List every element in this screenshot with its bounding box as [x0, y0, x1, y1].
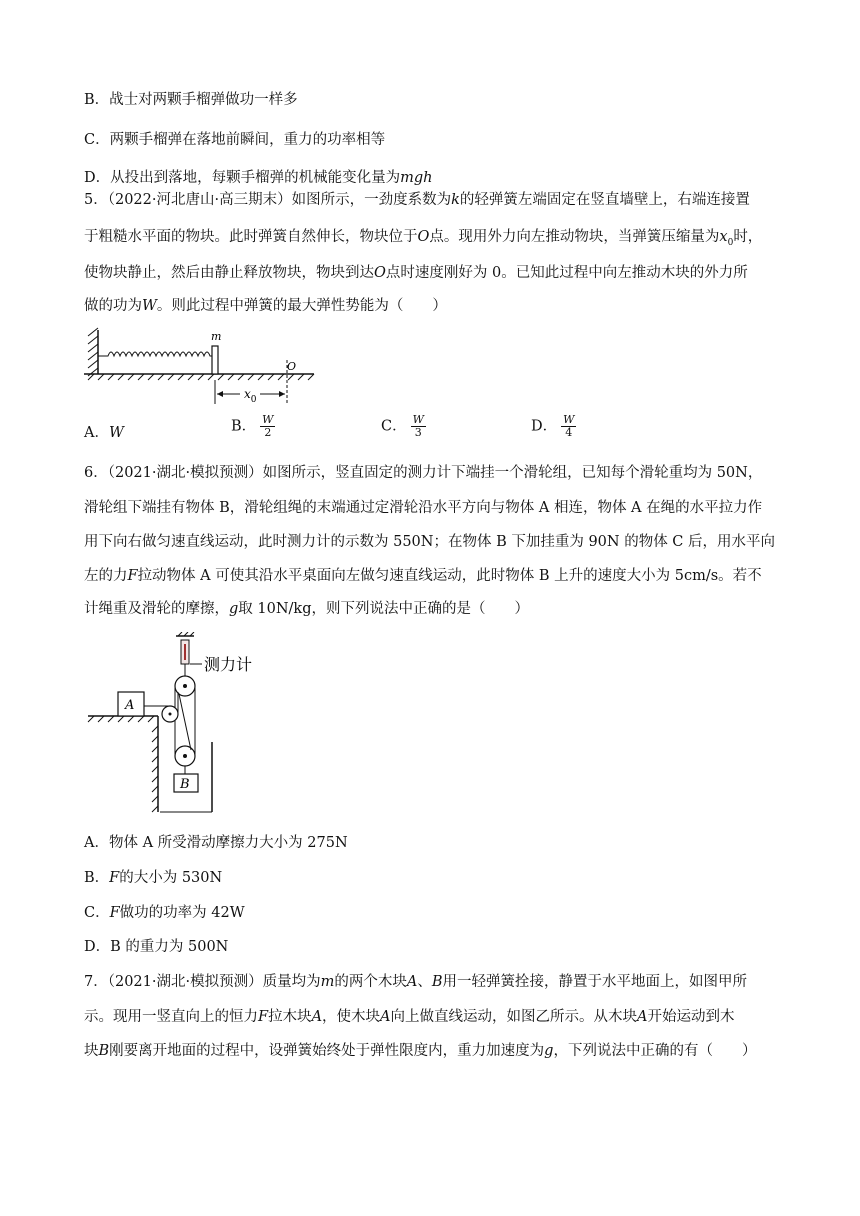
q7-stem-line1: 7．（2021·湖北·模拟预测）质量均为m的两个木块A、B用一轻弹簧拴接，静置于水平地面上，如图甲所: [84, 974, 747, 990]
q5-option-b: B． $\frac{W}{2}$: [231, 413, 274, 439]
q6-fig-block-a: A: [125, 698, 135, 713]
q5-option-d: D． $\frac{W}{4}$: [531, 413, 575, 439]
q6-option-b: B．F的大小为 530N: [84, 870, 223, 886]
q6-stem-line5: 计绳重及滑轮的摩擦，g取 10N/kg，则下列说法中正确的是（ ）: [84, 601, 529, 617]
q6-pulley-figure: [84, 632, 284, 814]
q6-stem-line1: 6．（2021·湖北·模拟预测）如图所示，竖直固定的测力计下端挂一个滑轮组，已知每个滑轮重均为 50N，: [84, 465, 763, 481]
q6-fig-block-b: B: [180, 777, 190, 792]
q5-fig-mass-label: m: [211, 330, 222, 343]
q6-stem-line2: 滑轮组下端挂有物体 B，滑轮组绳的末端通过定滑轮沿水平方向与物体 A 相连，物体 A 在绳的水平拉力作: [84, 500, 763, 516]
q6-stem-line3: 用下向右做匀速直线运动，此时测力计的示数为 550N；在物体 B 下加挂重为 90N 的物体 C 后，用水平向: [84, 534, 776, 550]
q6-option-a: A．物体 A 所受滑动摩擦力大小为 275N: [84, 835, 348, 851]
q6-option-d: D．B 的重力为 500N: [84, 939, 229, 955]
q7-stem-line3: 块B刚要离开地面的过程中，设弹簧始终处于弹性限度内，重力加速度为g，下列说法中正确的有（ ）: [84, 1043, 757, 1059]
q6-fig-scale-label: 测力计: [204, 655, 253, 674]
q6-option-c: C．F做功的功率为 42W: [84, 905, 245, 921]
q5-option-c: C． $\frac{W}{3}$: [381, 413, 424, 439]
q5-fig-origin-label: O: [287, 360, 297, 373]
q4-option-b: B．战士对两颗手榴弹做功一样多: [84, 92, 298, 108]
q5-option-a: A．W: [84, 425, 124, 441]
q4-option-c: C．两颗手榴弹在落地前瞬间，重力的功率相等: [84, 132, 386, 148]
q5-stem-line2: 于粗糙水平面的物块。此时弹簧自然伸长，物块位于O点。现用外力向左推动物块，当弹簧压缩量为$x_0$时，: [84, 229, 763, 248]
q5-stem-line4: 做的功为W。则此过程中弹簧的最大弹性势能为（ ）: [84, 298, 447, 314]
q5-stem-line1: 5．（2022·河北唐山·高三期末）如图所示，一劲度系数为k的轻弹簧左端固定在竖直墙壁上，右端连接置: [84, 192, 750, 208]
q4-option-d: D．从投出到落地，每颗手榴弹的机械能变化量为mgh: [84, 170, 433, 186]
q5-stem-line3: 使物块静止，然后由静止释放物块，物块到达O点时速度刚好为 0。已知此过程中向左推动木块的外力所: [84, 265, 748, 281]
q7-stem-line2: 示。现用一竖直向上的恒力F拉木块A，使木块A向上做直线运动，如图乙所示。从木块A开始运动到木: [84, 1009, 735, 1025]
q6-stem-line4: 左的力F拉动物体 A 可使其沿水平桌面向左做匀速直线运动，此时物体 B 上升的速度大小为 5cm/s。若不: [84, 568, 762, 584]
q5-fig-x0-label: $x_0$: [244, 387, 257, 405]
q5-spring-figure: [84, 322, 324, 410]
